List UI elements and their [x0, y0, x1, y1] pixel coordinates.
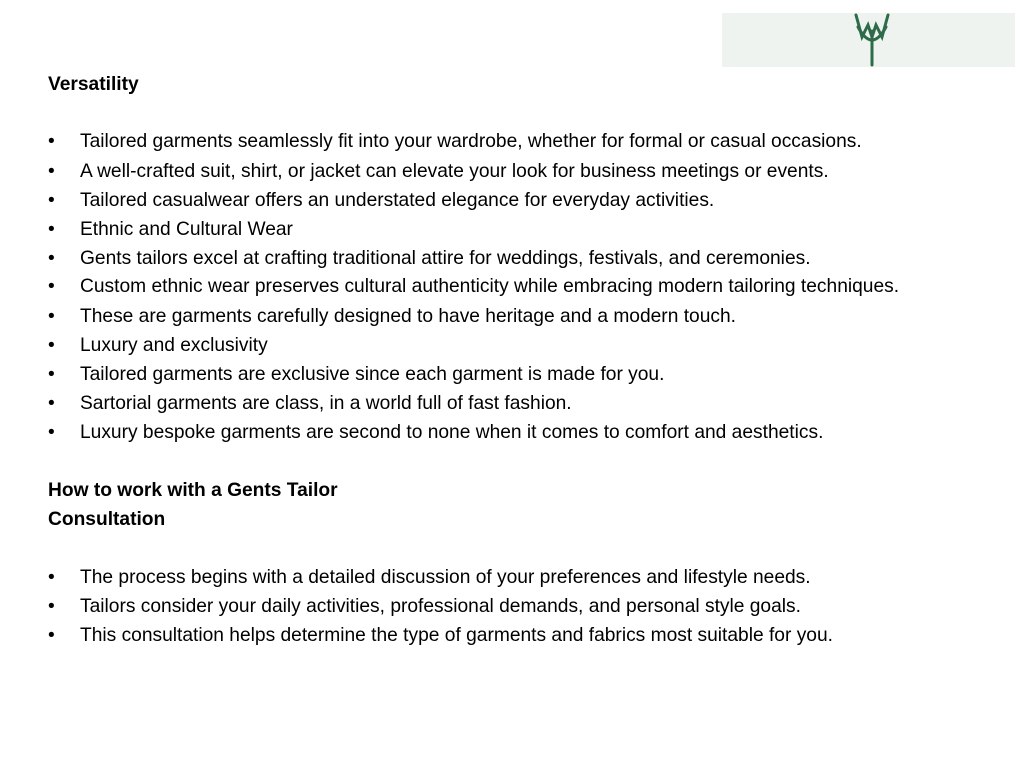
list-item: • Gents tailors excel at crafting traditional attire for weddings, festivals, and ceremonies. [48, 248, 811, 269]
subheading-consultation: Consultation [48, 509, 166, 530]
list-item: • Ethnic and Cultural Wear [48, 219, 293, 240]
list-item: • These are garments carefully designed to have heritage and a modern touch. [48, 306, 736, 327]
list-item: • Tailored garments seamlessly fit into your wardrobe, whether for formal or casual occasions. [48, 131, 862, 152]
list-item: • Tailored casualwear offers an understated elegance for everyday activities. [48, 190, 715, 211]
list-item: • Luxury and exclusivity [48, 335, 268, 356]
list-item: • Tailored garments are exclusive since each garment is made for you. [48, 364, 665, 385]
versatility-bullet-list [48, 128, 1003, 447]
list-item: • Tailors consider your daily activities, professional demands, and personal style goals. [48, 596, 801, 617]
document-body [48, 70, 1003, 650]
list-item: • Luxury bespoke garments are second to none when it comes to comfort and aesthetics. [48, 422, 824, 443]
trident-logo-icon [852, 13, 892, 67]
logo-banner [722, 13, 1015, 67]
consultation-bullet-list [48, 563, 1003, 650]
list-item: • This consultation helps determine the type of garments and fabrics most suitable for you. [48, 625, 833, 646]
section-heading-how-to-work: How to work with a Gents Tailor [48, 480, 338, 501]
list-item: • The process begins with a detailed discussion of your preferences and lifestyle needs. [48, 567, 811, 588]
list-item: • A well-crafted suit, shirt, or jacket can elevate your look for business meetings or events. [48, 161, 829, 182]
list-item: • Custom ethnic wear preserves cultural authenticity while embracing modern tailoring techniques. [48, 276, 900, 297]
list-item: • Sartorial garments are class, in a world full of fast fashion. [48, 393, 572, 414]
section-heading-versatility: Versatility [48, 74, 139, 95]
